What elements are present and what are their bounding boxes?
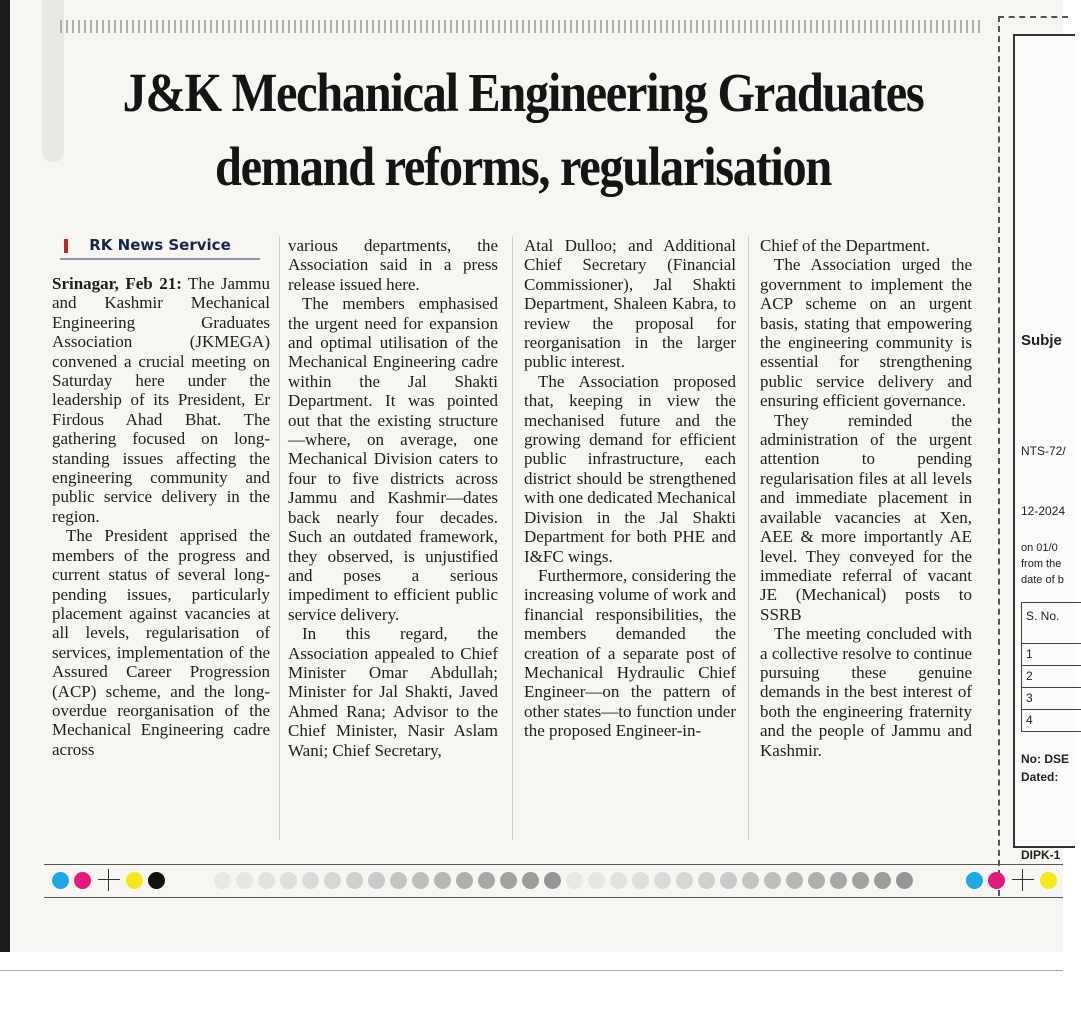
article-paragraph: They reminded the administration of the urgent attention to pending regularisation files at all levels and immediate placement in available vacancies at Xen, AEE & more importantly AE level. They conveyed for the immediate referral of vacant JE (Mechanical) posts to SSRB — [760, 410, 972, 624]
column-rule — [512, 236, 513, 840]
tint-dot — [610, 872, 627, 889]
notice-table-row: 1 — [1021, 644, 1081, 666]
article-paragraph: Atal Dulloo; and Additional Chief Secretary (Financial Commissioner), Jal Shakti Department, Shaleen Kabra, to review the proposal for reorganisation in the larger public interest. — [524, 236, 736, 372]
tint-dot — [676, 872, 693, 889]
notice-text: from the — [1021, 558, 1062, 570]
tint-dot — [302, 872, 319, 889]
tint-dot — [258, 872, 275, 889]
notice-table — [1021, 602, 1081, 732]
headline — [114, 56, 932, 204]
next-page — [10, 981, 1063, 1023]
article-paragraph: various departments, the Association said in a press release issued here. — [288, 236, 498, 294]
tint-dot — [786, 872, 803, 889]
print-color-bar — [44, 864, 1063, 898]
tint-dot — [368, 872, 385, 889]
registration-mark — [1012, 869, 1034, 891]
registration-dot — [74, 872, 91, 889]
notice-reference: NTS-72/ — [1021, 444, 1066, 458]
article-column-4 — [760, 236, 972, 760]
article-paragraph: The members emphasised the urgent need for expansion and optimal utilisation of the Mechanical Engineering cadre within the Jal Shakti Department. It was pointed out that the existing structure—where, on average, one Mechanical Division caters to four to five districts across Jammu and Kashmir—dates back nearly four decades. Such an outdated framework, they observed, is unjustified and poses a serious impediment to efficient public service delivery. — [288, 294, 498, 624]
notice-dated: Dated: — [1021, 770, 1059, 784]
article-paragraph: The Association urged the government to implement the ACP scheme on an urgent basis, stating that empowering the engineering community is essential for strengthening public service delivery and ensuring efficient governance. — [760, 255, 972, 411]
tint-dot — [346, 872, 363, 889]
cut-line-vertical — [998, 16, 1000, 896]
notice-number: No: DSE — [1021, 752, 1069, 766]
tint-dot — [566, 872, 583, 889]
article-column-3 — [524, 236, 736, 741]
tint-dot — [588, 872, 605, 889]
tint-dot — [236, 872, 253, 889]
tint-dot — [522, 872, 539, 889]
registration-dot — [988, 872, 1005, 889]
article-paragraph: In this regard, the Association appealed to Chief Minister Omar Abdullah; Minister for Jal Shakti, Javed Ahmed Rana; Advisor to the Chief Minister, Nasir Aslam Wani; Chief Secretary, — [288, 624, 498, 760]
article-column-2 — [288, 236, 498, 760]
notice-code: DIPK-1 — [1021, 848, 1061, 862]
notice-text: on 01/0 — [1021, 542, 1058, 554]
tint-dot — [830, 872, 847, 889]
next-page-edge — [0, 970, 1063, 1023]
tint-dot — [654, 872, 671, 889]
tint-dot — [896, 872, 913, 889]
top-rule-decoration — [60, 20, 980, 33]
article-paragraph: Furthermore, considering the increasing volume of work and financial responsibilities, the members demanded the creation of a separate post of Mechanical Hydraulic Chief Engineer—on the pattern of other states—to function under the proposed Engineer-in- — [524, 565, 736, 741]
notice-table-header: S. No. — [1021, 603, 1081, 644]
tint-dot — [698, 872, 715, 889]
notice-date: 12-2024 — [1021, 504, 1066, 518]
notice-table-row: 2 — [1021, 666, 1081, 688]
paragraph-text: The Jammu and Kashmir Mechanical Engineering Graduates Association (JKMEGA) convened a crucial meeting on Saturday here under the leadership of its President, Er Firdous Ahad Bhat. The gathering focused on long-standing issues affecting the engineering community and public service delivery in the region. — [52, 274, 270, 526]
tint-dot — [280, 872, 297, 889]
tint-dot — [742, 872, 759, 889]
dateline: Srinagar, Feb 21: — [52, 274, 182, 293]
tint-dot — [390, 872, 407, 889]
notice-text: date of b — [1021, 574, 1064, 586]
article-paragraph: Chief of the Department. — [760, 236, 930, 255]
headline-line-1: J&K Mechanical Engineering Graduates — [122, 62, 924, 123]
tint-dot — [456, 872, 473, 889]
tint-dot — [852, 872, 869, 889]
tint-dot — [434, 872, 451, 889]
headline-line-2: demand reforms, regularisation — [214, 136, 831, 197]
column-rule — [748, 236, 749, 840]
cut-line-horizontal — [998, 16, 1068, 18]
article-paragraph: The President apprised the members of the progress and current status of several long-pending issues, particularly placement against vacancies at all levels, regularisation of services, implementation of the Assured Career Progression (ACP) scheme, and the long-overdue reorganisation of the Mechanical Engineering cadre across — [52, 526, 270, 759]
tint-dot — [720, 872, 737, 889]
notice-table-row: 3 — [1021, 688, 1081, 710]
sidebar-notice — [1013, 34, 1075, 862]
article-paragraph: The meeting concluded with a collective resolve to continue pursuing these genuine demands in the best interest of both the engineering fraternity and the people of Jammu and Kashmir. — [760, 624, 972, 760]
tint-dot — [324, 872, 341, 889]
byline-box — [60, 234, 260, 260]
tint-dot — [764, 872, 781, 889]
tint-dot — [874, 872, 891, 889]
registration-dot — [148, 872, 165, 889]
tint-dot — [808, 872, 825, 889]
article-paragraph — [52, 274, 270, 526]
article-column-1 — [52, 274, 270, 759]
registration-dot — [1040, 872, 1057, 889]
tint-dot — [632, 872, 649, 889]
notice-subject: Subje — [1021, 332, 1062, 349]
tint-dot — [478, 872, 495, 889]
tint-dot — [412, 872, 429, 889]
registration-mark — [98, 869, 120, 891]
notice-table-row: 4 — [1021, 710, 1081, 732]
article-paragraph: The Association proposed that, keeping in view the mechanised future and the growing demand for efficient public infrastructure, each district should be strengthened with one dedicated Mechanical Division in the Jal Shakti Department for both PHE and I&FC wings. — [524, 371, 736, 566]
registration-dot — [126, 872, 143, 889]
column-rule — [279, 236, 280, 840]
registration-dot — [966, 872, 983, 889]
tint-dot — [500, 872, 517, 889]
tint-dot — [214, 872, 231, 889]
tint-dot — [544, 872, 561, 889]
byline: RK News Service — [89, 236, 231, 254]
registration-dot — [52, 872, 69, 889]
